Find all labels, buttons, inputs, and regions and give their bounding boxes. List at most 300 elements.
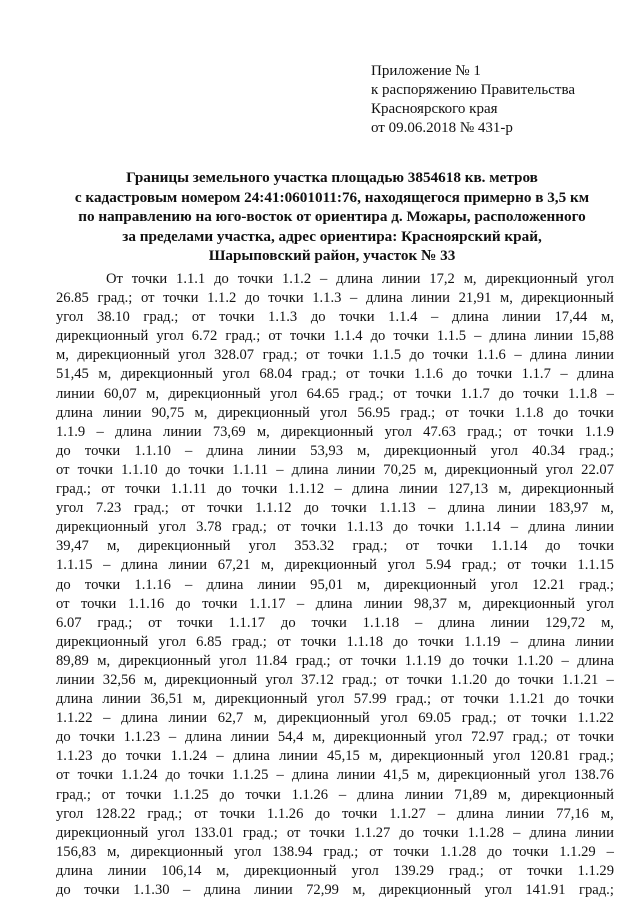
body-word: до	[280, 614, 296, 631]
body-word: –	[560, 366, 568, 383]
body-word: 139.29	[393, 862, 434, 879]
body-word: 183,97	[548, 500, 589, 517]
body-word: до	[409, 347, 425, 364]
body-word: м,	[417, 767, 430, 784]
body-line	[56, 633, 614, 652]
body-word: точки	[84, 576, 121, 593]
body-word: –	[103, 557, 111, 574]
body-word: –	[296, 595, 305, 612]
body-word: 7.23	[95, 500, 122, 517]
body-text	[56, 270, 614, 900]
body-word: 6.07	[56, 614, 82, 631]
body-word: до	[165, 767, 181, 784]
body-word: угол	[56, 500, 84, 517]
body-word: 1.1.9	[584, 423, 614, 440]
body-word: от	[385, 671, 399, 688]
body-word: до	[175, 595, 191, 612]
body-word: град.;	[323, 843, 359, 860]
body-word: град.;	[396, 691, 431, 708]
body-word: линии	[257, 576, 296, 593]
body-word: –	[276, 767, 284, 784]
body-word: 1.1.17	[228, 614, 266, 631]
body-word: угол	[586, 271, 614, 287]
body-word: дирекционный	[438, 767, 531, 784]
body-word: 15,88	[580, 328, 614, 345]
body-word: м,	[600, 309, 614, 326]
body-word: –	[474, 328, 482, 345]
body-word: линии	[575, 824, 614, 841]
body-word: 1.1.16	[127, 595, 165, 612]
body-word: 39,47	[56, 538, 89, 555]
body-word: точки	[177, 614, 213, 631]
body-word: м,	[192, 691, 206, 708]
body-word: до	[393, 519, 409, 536]
body-word: длина	[121, 710, 158, 727]
body-word: от	[56, 595, 70, 612]
body-word: 1.1.8	[568, 385, 598, 402]
body-word: длина	[56, 691, 93, 708]
body-word: м,	[253, 710, 267, 727]
body-word: точки	[432, 347, 469, 364]
body-word: длина	[530, 347, 567, 364]
body-word: длина	[528, 633, 566, 650]
body-word: угол	[219, 652, 247, 669]
body-word: 1.1.28	[467, 824, 505, 841]
body-word: 5.94	[425, 557, 452, 574]
body-word: до	[56, 882, 71, 898]
body-word: дирекционный	[217, 404, 310, 421]
body-word: от	[194, 805, 208, 822]
body-word: град.;	[342, 671, 377, 688]
body-word: От	[106, 271, 123, 287]
body-word: дирекционный	[56, 328, 149, 345]
body-word: дирекционный	[333, 729, 427, 746]
body-word: 1.1.23	[56, 748, 93, 765]
body-word: линии	[404, 786, 444, 803]
body-word: м,	[497, 786, 511, 803]
appendix-line: от 09.06.2018 № 431-р	[371, 120, 513, 136]
body-word: м,	[143, 671, 157, 688]
body-word: линии	[102, 404, 142, 421]
body-word: град.;	[295, 652, 331, 669]
body-word: м,	[312, 729, 326, 746]
body-word: линии	[336, 767, 376, 784]
body-word: м,	[256, 423, 270, 440]
body-word: град.;	[56, 786, 91, 803]
body-word: –	[606, 843, 614, 860]
body-word: до	[487, 843, 502, 860]
body-word: 1.1.26	[291, 786, 329, 803]
body-word: –	[514, 347, 522, 364]
body-line	[56, 824, 614, 843]
body-word: 1.1.6	[413, 366, 444, 383]
body-word: линии	[399, 481, 438, 498]
body-line	[56, 556, 614, 575]
body-word: дирекционный	[120, 366, 213, 383]
body-word: дирекционный	[138, 538, 231, 555]
title-line: Границы земельного участка площадью 3854618 кв. метров	[126, 169, 538, 186]
body-word: от	[556, 729, 570, 746]
body-word: –	[338, 786, 347, 803]
body-word: 6.72	[191, 328, 218, 345]
body-word: до	[244, 290, 260, 307]
body-word: –	[183, 882, 191, 898]
body-word: угол	[158, 633, 186, 650]
body-word: до	[499, 385, 514, 402]
body-word: до	[165, 461, 181, 478]
body-word: 1.1.7	[460, 385, 490, 402]
body-word: дирекционный	[118, 652, 211, 669]
body-word: точки	[188, 461, 224, 478]
body-word: точки	[202, 595, 238, 612]
body-word: 1.1.8	[514, 404, 544, 421]
body-word: 54,4	[277, 729, 304, 746]
body-word: град.;	[262, 347, 298, 364]
body-word: линии	[502, 309, 541, 326]
body-word: град.;	[352, 538, 388, 555]
title-line: с кадастровым номером 24:41:0601011:76, находящегося примерно в 3,5 км	[74, 188, 590, 206]
body-word: град.;	[461, 710, 497, 727]
body-word: 1.1.7	[521, 366, 551, 383]
body-word: от	[339, 652, 353, 669]
body-word: от	[101, 481, 115, 498]
body-word: от	[507, 710, 521, 727]
body-word: –	[185, 576, 193, 593]
body-word: линии	[364, 595, 403, 612]
body-word: до	[214, 271, 229, 287]
body-word: 1.1.13	[346, 519, 384, 536]
body-word: до	[370, 328, 386, 345]
body-word: точки	[125, 748, 162, 765]
body-word: угол	[56, 309, 84, 326]
body-word: 17,2	[429, 271, 455, 287]
body-word: точки	[77, 767, 113, 784]
body-word: град.;	[400, 404, 436, 421]
body-word: от	[346, 366, 360, 383]
body-word: длина	[352, 481, 389, 498]
body-word: точки	[163, 290, 199, 307]
body-word: 1.1.6	[476, 347, 506, 364]
body-word: 1.1.12	[255, 500, 292, 517]
body-word: 32,56	[102, 671, 136, 688]
body-word: –	[510, 519, 519, 536]
body-word: 1.1.3	[268, 309, 298, 326]
body-word: длина	[203, 882, 241, 898]
body-word: точки	[311, 614, 347, 631]
body-word: м,	[458, 595, 472, 612]
body-word: точки	[331, 500, 367, 517]
body-word: точки	[125, 481, 161, 498]
body-word: 1.1.18	[362, 614, 400, 631]
body-word: –	[96, 423, 104, 440]
body-word: 67,21	[217, 557, 251, 574]
body-word: длина	[577, 652, 614, 669]
body-word: линии	[575, 347, 614, 364]
body-line	[56, 805, 614, 824]
body-word: дирекционный	[277, 710, 370, 727]
body-word: град.;	[512, 729, 548, 746]
body-word: –	[276, 461, 284, 478]
body-word: 129,72	[545, 614, 586, 631]
body-word: дирекционный	[384, 442, 477, 459]
body-word: 1.1.19	[463, 633, 501, 650]
body-word: точки	[418, 633, 454, 650]
body-word: от	[191, 309, 206, 326]
body-word: угол	[484, 882, 512, 898]
body-line	[56, 690, 614, 709]
body-word: длина	[206, 576, 244, 593]
body-word: 1.1.2	[207, 290, 237, 307]
body-word: длина	[185, 729, 222, 746]
body-word: 1.1.11	[232, 461, 269, 478]
body-word: от	[277, 519, 291, 536]
body-word: линии	[534, 328, 573, 345]
appendix-line: Красноярского края	[371, 101, 498, 117]
body-line	[56, 747, 614, 766]
body-line	[56, 270, 614, 289]
appendix-line: к распоряжению Правительства	[371, 82, 576, 98]
body-word: 11.84	[255, 652, 288, 669]
body-word: 51,45	[56, 366, 89, 383]
body-word: от	[277, 633, 291, 650]
body-word: дирекционный	[56, 824, 149, 841]
body-word: 68.04	[259, 366, 293, 383]
body-word: м,	[107, 538, 120, 555]
body-word: до	[56, 576, 71, 593]
body-word: м,	[352, 882, 366, 898]
body-word: линии	[279, 748, 318, 765]
body-word: 90,75	[151, 404, 185, 421]
body-word: от	[56, 461, 70, 478]
body-word: длина	[577, 366, 614, 383]
body-word: 156,83	[56, 843, 97, 860]
body-word: 53,93	[310, 442, 343, 459]
body-word: м,	[369, 748, 383, 765]
body-word: точки	[207, 500, 243, 517]
body-word: линии	[257, 442, 296, 459]
body-line	[56, 385, 614, 404]
body-word: от	[140, 290, 155, 307]
body-word: угол	[490, 442, 518, 459]
body-word: 1.1.1	[176, 271, 206, 287]
body-word: 56.95	[357, 404, 391, 421]
body-word: угол	[586, 595, 614, 612]
body-word: 22.07	[581, 461, 614, 478]
body-word: до	[304, 500, 319, 517]
body-word: 1.1.25	[231, 767, 269, 784]
body-word: 1.1.5	[371, 347, 402, 364]
body-word: –	[510, 633, 519, 650]
body-word: –	[606, 385, 614, 402]
body-word: м,	[146, 385, 159, 402]
body-word: линии	[230, 729, 270, 746]
body-word: дирекционный	[445, 461, 538, 478]
body-word: длина	[56, 404, 93, 421]
body-word: м,	[98, 366, 112, 383]
body-word: град.;	[143, 309, 179, 326]
body-word: 1.1.10	[134, 442, 171, 459]
body-word: от	[101, 786, 116, 803]
body-word: до	[495, 671, 510, 688]
body-word: угол	[434, 729, 463, 746]
body-word: угол	[248, 538, 276, 555]
body-word: 1.1.21	[508, 691, 545, 708]
body-word: 95,01	[310, 576, 343, 593]
body-word: линии	[254, 882, 293, 898]
body-word: 1.1.21	[561, 671, 599, 688]
body-word: –	[185, 442, 193, 459]
body-word: 73,69	[212, 423, 246, 440]
body-word: длина	[291, 767, 329, 784]
body-line	[56, 652, 614, 671]
body-word: длина	[451, 309, 489, 326]
body-word: линии	[575, 519, 614, 536]
body-word: град.;	[579, 576, 614, 593]
body-word: дирекционный	[244, 862, 337, 879]
body-line	[56, 518, 614, 537]
body-word: угол	[545, 461, 574, 478]
body-word: 1.1.26	[266, 805, 304, 822]
body-word: линии	[168, 710, 208, 727]
body-word: град.;	[348, 385, 384, 402]
body-word: м,	[357, 442, 371, 459]
body-word: угол	[178, 347, 206, 364]
title-line: по направлению на юго-восток от ориентира д. Можары, расположенного	[78, 208, 586, 226]
body-word: м,	[216, 862, 230, 879]
appendix-line: Приложение № 1	[371, 63, 481, 79]
body-word: 72.97	[471, 729, 504, 746]
body-word: 45,15	[327, 748, 360, 765]
body-word: линии	[102, 691, 141, 708]
body-line	[56, 442, 614, 461]
body-word: линии	[163, 423, 202, 440]
body-line	[56, 537, 614, 556]
appendix-block	[371, 62, 575, 138]
body-word: длина	[489, 328, 527, 345]
body-line	[56, 614, 614, 633]
body-word: от	[369, 843, 383, 860]
body-word: град.;	[242, 824, 278, 841]
body-word: точки	[327, 347, 364, 364]
body-word: м,	[56, 347, 69, 364]
body-word: –	[350, 290, 358, 307]
body-word: дирекционный	[521, 481, 614, 498]
body-word: 1.1.2	[281, 271, 312, 287]
body-word: 106,14	[161, 862, 202, 879]
body-line	[56, 308, 614, 327]
body-word: дирекционный	[284, 557, 377, 574]
body-word: 6.85	[196, 633, 222, 650]
body-word: град.;	[579, 882, 614, 898]
title-line: за пределами участка, адрес ориентира: Красноярский край,	[122, 227, 542, 245]
body-word: точки	[300, 633, 337, 650]
body-word: от	[507, 557, 521, 574]
body-word: точки	[523, 385, 559, 402]
body-word: точки	[309, 824, 345, 841]
body-word: град.;	[56, 481, 91, 498]
body-word: 98,37	[414, 595, 447, 612]
body-word: от	[181, 500, 195, 517]
body-word: –	[430, 309, 439, 326]
body-word: дирекционный	[164, 671, 258, 688]
body-line	[56, 728, 614, 747]
body-word: 26.85	[56, 290, 89, 307]
body-word: град.;	[448, 862, 484, 879]
body-word: 12.21	[532, 576, 565, 593]
body-word: 1.1.17	[248, 595, 286, 612]
body-word: –	[320, 271, 328, 287]
body-word: угол	[384, 423, 412, 440]
body-word: 1.1.16	[134, 576, 171, 593]
body-word: угол	[351, 862, 379, 879]
body-word: точки	[476, 366, 513, 383]
body-word: 1.1.4	[388, 309, 418, 326]
body-word: 1.1.10	[121, 461, 158, 478]
body-word: длина	[315, 595, 353, 612]
body-word: 1.1.19	[404, 652, 442, 669]
body-line	[56, 576, 614, 595]
body-word: точки	[538, 423, 574, 440]
body-word: длина	[456, 805, 494, 822]
body-word: град.;	[133, 500, 169, 517]
body-word: линии	[336, 461, 376, 478]
body-word: точки	[393, 843, 429, 860]
body-word: 36,51	[150, 691, 184, 708]
body-word: град.;	[301, 366, 337, 383]
body-word: 1.1.12	[287, 481, 325, 498]
body-word: от	[268, 328, 282, 345]
body-word: 1.1.15	[56, 557, 93, 574]
body-word: угол	[380, 710, 408, 727]
body-word: до	[56, 729, 71, 746]
body-word: линии	[168, 557, 208, 574]
body-word: м,	[601, 614, 614, 631]
body-word: град.;	[97, 614, 133, 631]
body-word: 71,89	[454, 786, 488, 803]
body-word: 1.1.27	[389, 805, 426, 822]
body-word: 1.1.5	[436, 328, 467, 345]
body-word: угол	[234, 843, 262, 860]
body-word: град.;	[225, 328, 261, 345]
body-word: 1.1.22	[56, 710, 93, 727]
body-word: –	[513, 824, 521, 841]
body-word: до	[310, 309, 326, 326]
body-word: от	[513, 423, 527, 440]
body-word: 1.1.14	[463, 519, 501, 536]
body-word: 40.34	[532, 442, 565, 459]
body-word: точки	[126, 786, 162, 803]
body-word: 138.94	[272, 843, 313, 860]
body-word: угол	[157, 824, 185, 841]
body-word: 1.1.24	[170, 748, 208, 765]
body-word: 1.1.22	[577, 710, 614, 727]
body-word: 128.22	[95, 805, 136, 822]
body-word: 127,13	[448, 481, 489, 498]
body-word: 138.76	[573, 767, 614, 784]
body-word: длина	[365, 290, 403, 307]
body-word: угол	[538, 767, 566, 784]
body-word: длина	[336, 271, 373, 287]
body-word: 120.81	[529, 748, 570, 765]
body-word: точки	[468, 404, 505, 421]
body-word: точки	[418, 519, 454, 536]
body-word: 57.99	[353, 691, 387, 708]
body-word: дирекционный	[485, 271, 578, 287]
body-word: угол	[319, 404, 348, 421]
body-word: точки	[423, 824, 459, 841]
body-word: точки	[339, 309, 375, 326]
body-word: дирекционный	[521, 786, 614, 803]
